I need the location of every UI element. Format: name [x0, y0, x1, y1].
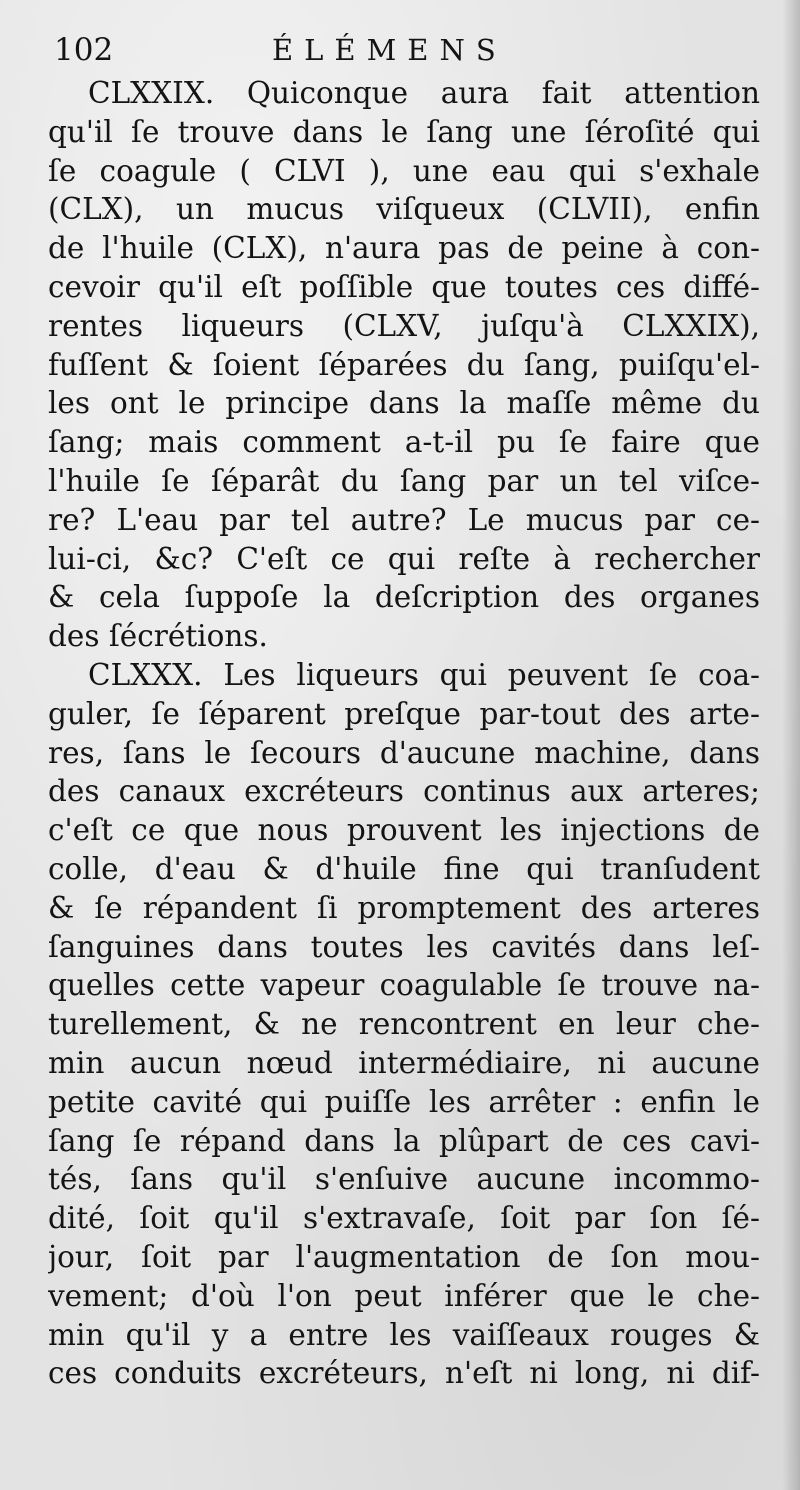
text-line: fuſſent & ſoient ſéparées du ſang, puiſqu'el- — [48, 347, 760, 382]
text-line: ſang ſe répand dans la plûpart de ces cavi- — [48, 1123, 760, 1158]
text-line: res, ſans le ſecours d'aucune machine, dans — [48, 735, 760, 770]
text-line: ſanguines dans toutes les cavités dans leſ- — [48, 929, 760, 964]
text-line: l'huile ſe ſéparât du ſang par un tel viſce- — [48, 463, 760, 498]
body-text — [48, 74, 760, 1393]
text-line: ces conduits excréteurs, n'eſt ni long, ni dif- — [48, 1356, 760, 1391]
text-line: dité, ſoit qu'il s'extravaſe, ſoit par ſon ſé- — [48, 1201, 760, 1236]
text-line: lui-ci, &c? C'eſt ce qui reſte à rechercher — [48, 541, 760, 576]
text-line: guler, ſe ſéparent preſque par-tout des arte- — [48, 696, 760, 731]
text-line: jour, ſoit par l'augmentation de ſon mou- — [48, 1239, 760, 1274]
text-line: re? L'eau par tel autre? Le mucus par ce- — [48, 502, 760, 537]
page-edge-shadow — [782, 0, 800, 1490]
text-line: tés, ſans qu'il s'enſuive aucune incommo- — [48, 1162, 760, 1197]
text-line: colle, d'eau & d'huile fine qui tranſudent — [48, 851, 760, 886]
text-line: turellement, & ne rencontrent en leur che- — [48, 1007, 760, 1042]
text-line: vement; d'où l'on peut inférer que le che- — [48, 1278, 760, 1313]
running-title: ÉLÉMENS — [272, 33, 507, 67]
text-line: rentes liqueurs (CLXV, juſqu'à CLXXIX), — [48, 308, 760, 343]
text-line: CLXXIX. Quiconque aura fait attention — [88, 76, 760, 110]
text-line: (CLX), un mucus viſqueux (CLVII), enfin — [48, 192, 760, 227]
text-line: ſang; mais comment a-t-il pu ſe faire que — [48, 425, 760, 460]
text-line: des ſécrétions. — [48, 619, 268, 654]
text-line: cevoir qu'il eſt poſſible que toutes ces diffé- — [48, 269, 760, 304]
text-line: quelles cette vapeur coagulable ſe trouve na- — [48, 968, 760, 1003]
running-head — [54, 28, 774, 72]
page-number: 102 — [54, 32, 114, 68]
text-line: qu'il ſe trouve dans le ſang une ſéroſité qui — [48, 114, 760, 149]
text-line: min aucun nœud intermédiaire, ni aucune — [48, 1045, 760, 1080]
text-line: & cela ſuppoſe la deſcription des organes — [48, 580, 760, 615]
text-line: les ont le principe dans la maſſe même du — [48, 386, 760, 421]
text-line: ſe coagule ( CLVI ), une eau qui s'exhale — [48, 153, 760, 188]
text-line: CLXXX. Les liqueurs qui peuvent ſe coa- — [88, 657, 760, 692]
text-line: c'eſt ce que nous prouvent les injections de — [48, 813, 760, 848]
text-line: petite cavité qui puiſſe les arrêter : enfin le — [48, 1084, 760, 1119]
text-line: & ſe répandent ſi promptement des arteres — [48, 890, 760, 925]
text-line: min qu'il y a entre les vaiſſeaux rouges & — [48, 1317, 760, 1352]
text-line: de l'huile (CLX), n'aura pas de peine à con- — [48, 231, 760, 266]
text-line: des canaux excréteurs continus aux arteres; — [48, 774, 760, 809]
